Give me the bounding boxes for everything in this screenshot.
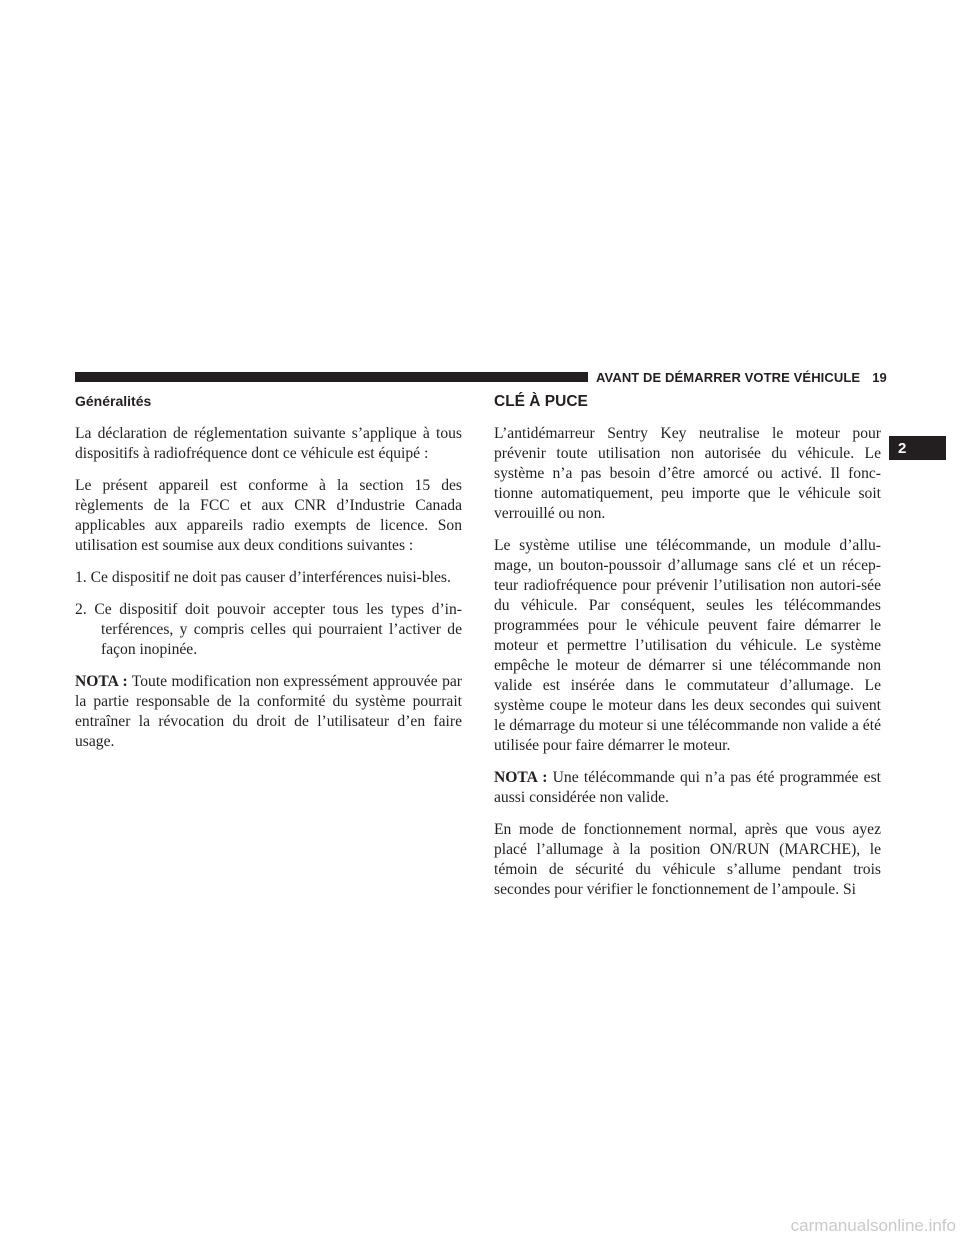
list-text: Ce dispositif ne doit pas causer d’interférences nuisi-bles.	[90, 569, 451, 586]
page-number: 19	[872, 369, 887, 385]
paragraph: L’antidémarreur Sentry Key neutralise le moteur pour prévenir toute utilisation non autorisée du véhicule. Le système n’a pas besoin d’être amorcé ou activé. Il fonc-tionne automatiquement, peu importe que le véhicule soit verrouillé ou non.	[494, 425, 881, 522]
header-rule	[75, 372, 588, 382]
list-number: 2.	[75, 601, 87, 618]
chapter-tab: 2	[889, 436, 946, 460]
running-header	[596, 368, 886, 386]
watermark: carmanualsonline.info	[790, 1216, 956, 1235]
conditions-list	[75, 568, 462, 660]
note-label: NOTA :	[75, 673, 128, 690]
list-text: Ce dispositif doit pouvoir accepter tous les types d’in-terférences, y compris celles qui pourraient l’activer de façon inopinée.	[94, 601, 462, 658]
paragraph: En mode de fonctionnement normal, après que vous ayez placé l’allumage à la position ON/RUN (MARCHE), le témoin de sécurité du véhicule s’allume pendant trois secondes pour vérifier le fonctionnement de l’ampoule. Si	[494, 821, 881, 898]
note-text: Une télécommande qui n’a pas été programmée est aussi considérée non valide.	[494, 769, 881, 806]
paragraph: Le système utilise une télécommande, un module d’allu-mage, un bouton-poussoir d’allumage sans clé et un récep-teur radiofréquence pour prévenir l’utilisation non autori-sée du véhicule. Par conséquent, seules les télécommandes programmées pour le véhicule peuvent faire démarrer le moteur et permettre l’utilisation du véhicule. Le système empêche le moteur de démarrer si une télécommande non valide est insérée dans le commutateur d’allumage. Le système coupe le moteur dans les deux secondes qui suivent le démarrage du moteur si une télécommande non valide a été utilisée pour faire démarrer le moteur.	[494, 537, 881, 754]
note	[494, 768, 881, 808]
right-column	[494, 392, 881, 912]
note-text: Toute modification non expressément approuvée par la partie responsable de la conformité du système pourrait entraîner la révocation du droit de l’utilisateur d’en faire usage.	[75, 673, 462, 750]
left-column	[75, 392, 462, 764]
note	[75, 672, 462, 752]
heading-generalites: Généralités	[75, 393, 152, 409]
heading-cle-a-puce: CLÉ À PUCE	[494, 393, 588, 410]
list-number: 1.	[75, 569, 87, 586]
note-label: NOTA :	[494, 769, 548, 786]
list-item	[75, 600, 462, 660]
paragraph: Le présent appareil est conforme à la section 15 des règlements de la FCC et aux CNR d’Industrie Canada applicables aux appareils radio exempts de licence. Son utilisation est soumise aux deux conditions suivantes :	[75, 477, 462, 554]
section-title: AVANT DE DÉMARRER VOTRE VÉHICULE	[596, 369, 861, 385]
paragraph: La déclaration de réglementation suivante s’applique à tous dispositifs à radiofréquence dont ce véhicule est équipé :	[75, 425, 462, 462]
list-item	[75, 568, 462, 588]
